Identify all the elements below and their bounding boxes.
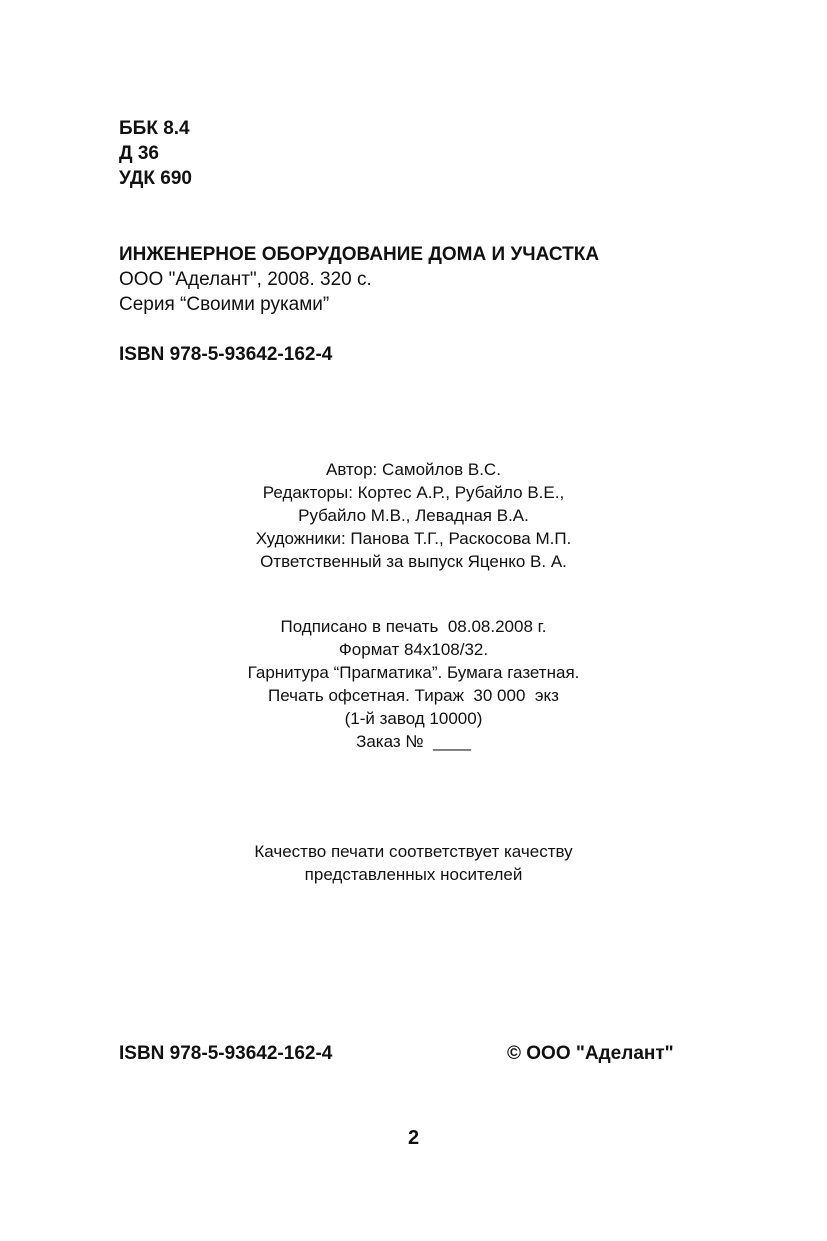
udk-code: УДК 690	[119, 168, 192, 189]
bbk-code: ББК 8.4	[119, 118, 190, 139]
series-line: Серия “Своими руками”	[119, 294, 330, 315]
author-line: Автор: Самойлов В.С.	[326, 460, 501, 479]
editors-line-1: Редакторы: Кортес А.Р., Рубайло В.Е.,	[262, 483, 565, 502]
editors-line-2: Рубайло М.В., Левадная В.А.	[298, 506, 529, 525]
isbn-top: ISBN 978-5-93642-162-4	[119, 344, 333, 365]
print-info-block	[0, 615, 827, 753]
publisher-line: ООО "Аделант", 2008. 320 с.	[119, 269, 372, 290]
format-line: Формат 84x108/32.	[338, 640, 489, 659]
copyright-footer: © ООО "Аделант"	[507, 1043, 674, 1064]
artists-line: Художники: Панова Т.Г., Раскосова М.П.	[255, 529, 572, 548]
order-line: Заказ № ____	[356, 732, 471, 751]
quality-note	[0, 840, 827, 886]
book-title: ИНЖЕНЕРНОЕ ОБОРУДОВАНИЕ ДОМА И УЧАСТКА	[119, 244, 600, 265]
signed-line: Подписано в печать 08.08.2008 г.	[280, 617, 547, 636]
responsible-line: Ответственный за выпуск Яценко В. А.	[260, 552, 567, 571]
classification-codes	[119, 116, 192, 191]
printing-line: Печать офсетная. Тираж 30 000 экз	[268, 686, 559, 705]
author-mark: Д 36	[119, 143, 159, 164]
isbn-footer: ISBN 978-5-93642-162-4	[119, 1043, 333, 1064]
book-description	[119, 242, 599, 317]
quality-line-2: представленных носителей	[304, 865, 523, 884]
page-number: 2	[407, 1127, 420, 1149]
plant-line: (1-й завод 10000)	[344, 709, 483, 728]
typeface-line: Гарнитура “Прагматика”. Бумага газетная.	[247, 663, 580, 682]
credits-block	[0, 458, 827, 573]
quality-line-1: Качество печати соответствует качеству	[254, 842, 573, 861]
